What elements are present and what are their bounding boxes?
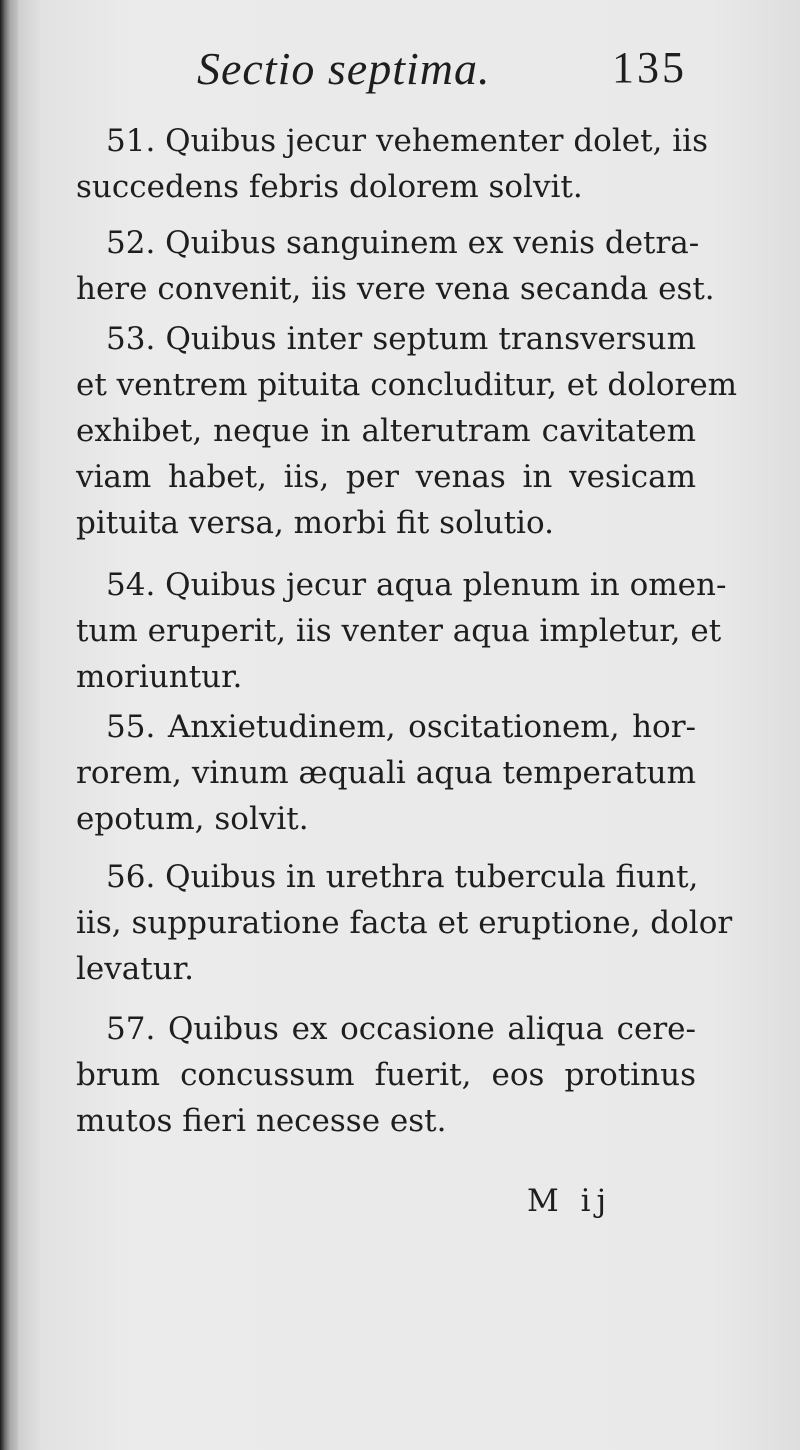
text-line: 57. Quibus ex occasione aliqua cere- — [106, 1011, 696, 1047]
text-line: viam habet, iis, per venas in vesicam — [76, 459, 696, 495]
text-line: epotum, solvit. — [76, 801, 309, 837]
aphorism-56 — [76, 854, 733, 992]
aphorism-51 — [76, 118, 709, 210]
text-line: succedens febris dolorem solvit. — [76, 169, 583, 205]
text-line: 54. Quibus jecur aqua plenum in omen- — [106, 567, 727, 603]
text-line: levatur. — [76, 951, 194, 987]
running-head-title: Sectio septima. — [197, 43, 491, 94]
text-line: moriuntur. — [76, 659, 243, 695]
text-line: 56. Quibus in urethra tubercula fiunt, — [106, 859, 699, 895]
page-body — [76, 118, 738, 1144]
running-head — [0, 36, 800, 106]
text-line: iis, suppuratione facta et eruptione, dolor — [76, 905, 733, 941]
text-line: here convenit, iis vere vena secanda est. — [76, 271, 715, 307]
text-line: pituita versa, morbi fit solutio. — [76, 505, 554, 541]
text-line: 52. Quibus sanguinem ex venis detra- — [106, 225, 700, 261]
text-line: 55. Anxietudinem, oscitationem, hor- — [106, 709, 696, 745]
book-spine-shadow — [0, 0, 18, 1450]
text-line: et ventrem pituita concluditur, et dolorem — [76, 367, 738, 403]
text-line: mutos fieri necesse est. — [76, 1103, 447, 1139]
signature-mark: M ij — [527, 1183, 613, 1219]
aphorism-55 — [76, 704, 696, 842]
text-line: 53. Quibus inter septum transversum — [106, 321, 696, 357]
text-line: tum eruperit, iis venter aqua impletur, et — [76, 613, 722, 649]
aphorism-57 — [76, 1006, 696, 1144]
page-number: 135 — [612, 43, 687, 92]
text-line: exhibet, neque in alterutram cavitatem — [76, 413, 696, 449]
text-line: rorem, vinum æquali aqua temperatum — [76, 755, 696, 791]
text-line: brum concussum fuerit, eos protinus — [76, 1057, 696, 1093]
aphorism-52 — [76, 220, 715, 312]
aphorism-53 — [76, 316, 738, 546]
text-line: 51. Quibus jecur vehementer dolet, iis — [106, 123, 709, 159]
aphorism-54 — [76, 562, 727, 700]
